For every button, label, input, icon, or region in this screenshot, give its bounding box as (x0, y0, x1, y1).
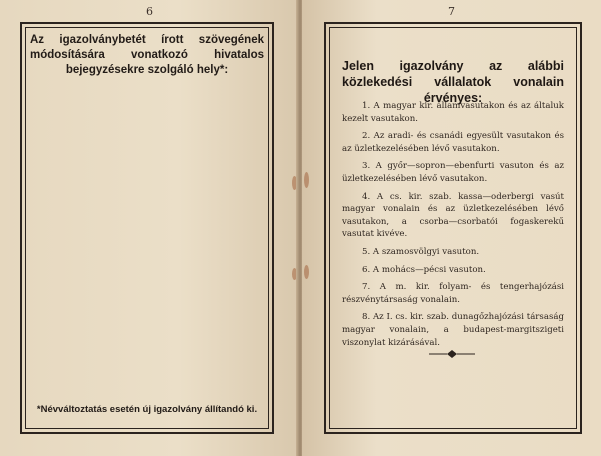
right-page (302, 0, 601, 456)
stain-mark (304, 172, 309, 188)
list-item: 5. A szamosvölgyi vasuton. (362, 246, 480, 257)
left-page-frame (20, 22, 274, 434)
list-item: 4. A cs. kir. szab. kassa—oderbergi vasút magyar vonalain és az üzletkezelésében lévő vasutakon, a csorba—csorbatói fogaskerekű vasutat kivéve. (342, 191, 564, 240)
left-page (0, 0, 298, 456)
left-page-heading: Az igazolványbetét írott szövegének módosítására vonatkozó hivatalos bejegyzésekre szolgáló hely*: (30, 34, 264, 76)
page-number-left: 6 (146, 5, 153, 18)
list-item: 6. A mohács—pécsi vasuton. (362, 264, 486, 275)
list-item: 8. Az I. cs. kir. szab. dunagőzhajózási társaság magyar vonalain, a budapest-margitszigeti viszonylat kizárásával. (342, 312, 564, 348)
railway-list (342, 100, 564, 354)
right-page-heading: Jelen igazolvány az alábbi közlekedési vállalatok vonalain érvényes: (342, 59, 564, 105)
ornament-divider (427, 348, 477, 360)
left-page-footnote: *Névváltoztatás esetén új igazolvány állítandó ki. (36, 404, 258, 415)
stain-mark (304, 265, 309, 279)
list-item: 7. A m. kir. folyam- és tengerhajózási részvénytársaság vonalain. (342, 282, 564, 305)
list-item: 1. A magyar kir. államvasutakon és az általuk kezelt vasutakon. (342, 101, 564, 124)
list-item: 2. Az aradi- és csanádi egyesült vasutakon és az üzletkezelésében lévő vasutakon. (342, 131, 564, 154)
list-item: 3. A győr—sopron—ebenfurti vasuton és az üzletkezelésében lévő vasutakon. (342, 161, 564, 184)
page-number-right: 7 (448, 5, 455, 18)
